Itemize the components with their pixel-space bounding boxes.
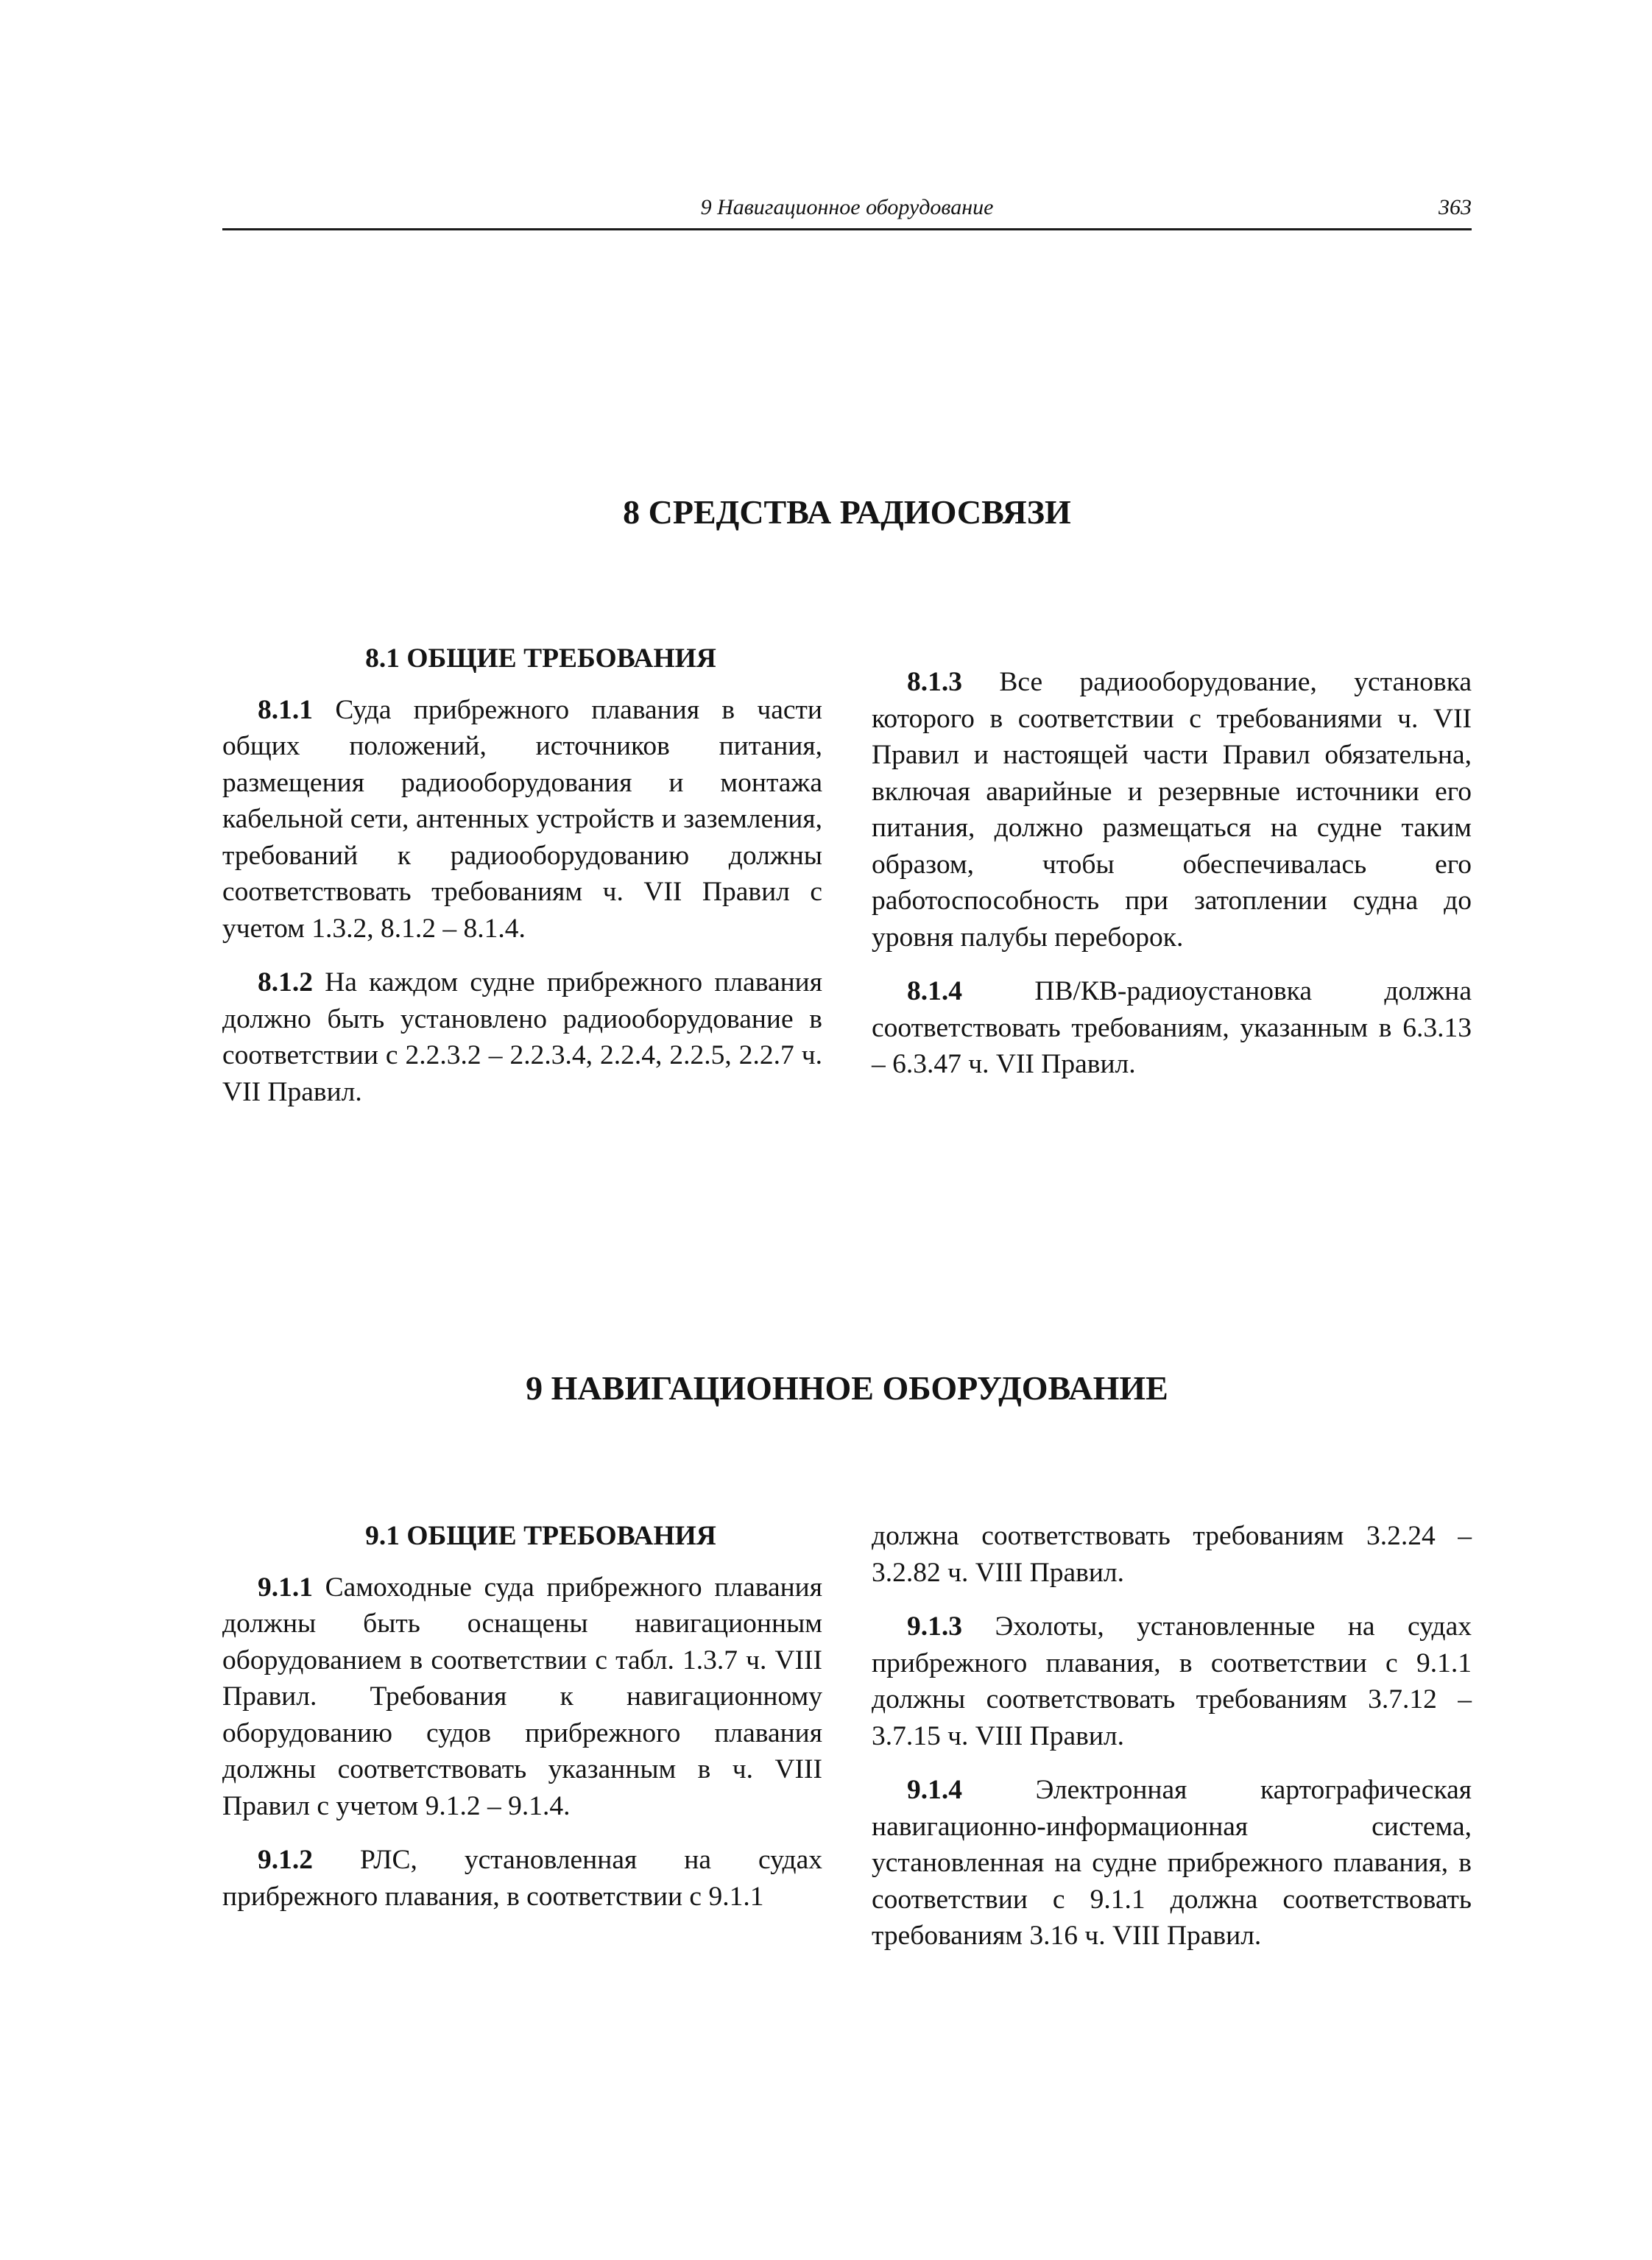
paragraph-number: 8.1.3 [907, 667, 962, 697]
chapter-9-right-column [872, 1518, 1472, 1972]
paragraph-8-1-1 [222, 692, 822, 947]
paragraph-text: Все радиооборудование, установка которого в соответствии с требованиями ч. VII Правил и настоящей части Правил обязательна, включая аварийные и резервные источники его питания, должно размещаться на судне таким образом, чтобы обеспечивалась его работоспособность при затоплении судна до уровня палубы переборок. [872, 667, 1472, 953]
paragraph-number: 9.1.4 [907, 1775, 962, 1805]
chapter-8-title: 8 СРЕДСТВА РАДИОСВЯЗИ [623, 493, 1071, 531]
paragraph-text: Электронная картографическая навигационно-информационная система, установленная на судне прибрежного плавания, в соответствии с 9.1.1 должна соответствовать требованиям 3.16 ч. VIII Правил. [872, 1775, 1472, 1951]
chapter-8-right-column [872, 664, 1472, 1101]
paragraph-text: Суда прибрежного плавания в части общих положений, источников питания, размещения радиооборудования и монтажа кабельной сети, антенных устройств и заземления, требований к радиооборудованию должны соответствовать требованиям ч. VII Правил с учетом 1.3.2, 8.1.2 – 8.1.4. [222, 694, 822, 944]
paragraph-8-1-3 [872, 664, 1472, 956]
paragraph-8-1-2 [222, 964, 822, 1110]
paragraph-9-1-4 [872, 1772, 1472, 1954]
paragraph-text: Самоходные суда прибрежного плавания должны быть оснащены навигационным оборудованием в соответствии с табл. 1.3.7 ч. VIII Правил. Требования к навигационному оборудованию судов прибрежного плавания должны соответствовать указанным в ч. VIII Правил с учетом 9.1.2 – 9.1.4. [222, 1572, 822, 1821]
paragraph-9-1-2-continued [872, 1518, 1472, 1591]
paragraph-9-1-2 [222, 1842, 822, 1915]
paragraph-text: ПВ/КВ-радиоустановка должна соответствовать требованиям, указанным в 6.3.13 – 6.3.47 ч. VII Правил. [872, 976, 1472, 1079]
paragraph-8-1-4 [872, 973, 1472, 1083]
chapter-8-left-column [222, 640, 822, 1128]
page-number: 363 [1439, 195, 1472, 219]
paragraph-text: должна соответствовать требованиям 3.2.24 – 3.2.82 ч. VIII Правил. [872, 1521, 1472, 1588]
paragraph-number: 9.1.3 [907, 1611, 962, 1642]
paragraph-number: 8.1.4 [907, 976, 962, 1006]
running-title: 9 Навигационное оборудование [700, 195, 994, 219]
chapter-9-title: 9 НАВИГАЦИОННОЕ ОБОРУДОВАНИЕ [526, 1369, 1168, 1407]
chapter-9-left-column [222, 1518, 822, 1932]
paragraph-9-1-3 [872, 1609, 1472, 1754]
paragraph-text: РЛС, установленная на судах прибрежного плавания, в соответствии с 9.1.1 [222, 1845, 822, 1912]
paragraph-number: 8.1.2 [258, 967, 313, 997]
paragraph-number: 8.1.1 [258, 694, 313, 725]
paragraph-9-1-1 [222, 1569, 822, 1825]
running-header [222, 193, 1472, 230]
paragraph-number: 9.1.2 [258, 1845, 313, 1875]
paragraph-text: На каждом судне прибрежного плавания должно быть установлено радиооборудование в соответствии с 2.2.3.2 – 2.2.3.4, 2.2.4, 2.2.5, 2.2.7 ч. VII Правил. [222, 967, 822, 1107]
section-9-1-heading: 9.1 ОБЩИЕ ТРЕБОВАНИЯ [365, 1521, 716, 1551]
paragraph-number: 9.1.1 [258, 1572, 313, 1603]
paragraph-text: Эхолоты, установленные на судах прибрежного плавания, в соответствии с 9.1.1 должны соответствовать требованиям 3.7.12 – 3.7.15 ч. VIII Правил. [872, 1611, 1472, 1751]
section-8-1-heading: 8.1 ОБЩИЕ ТРЕБОВАНИЯ [365, 643, 716, 674]
